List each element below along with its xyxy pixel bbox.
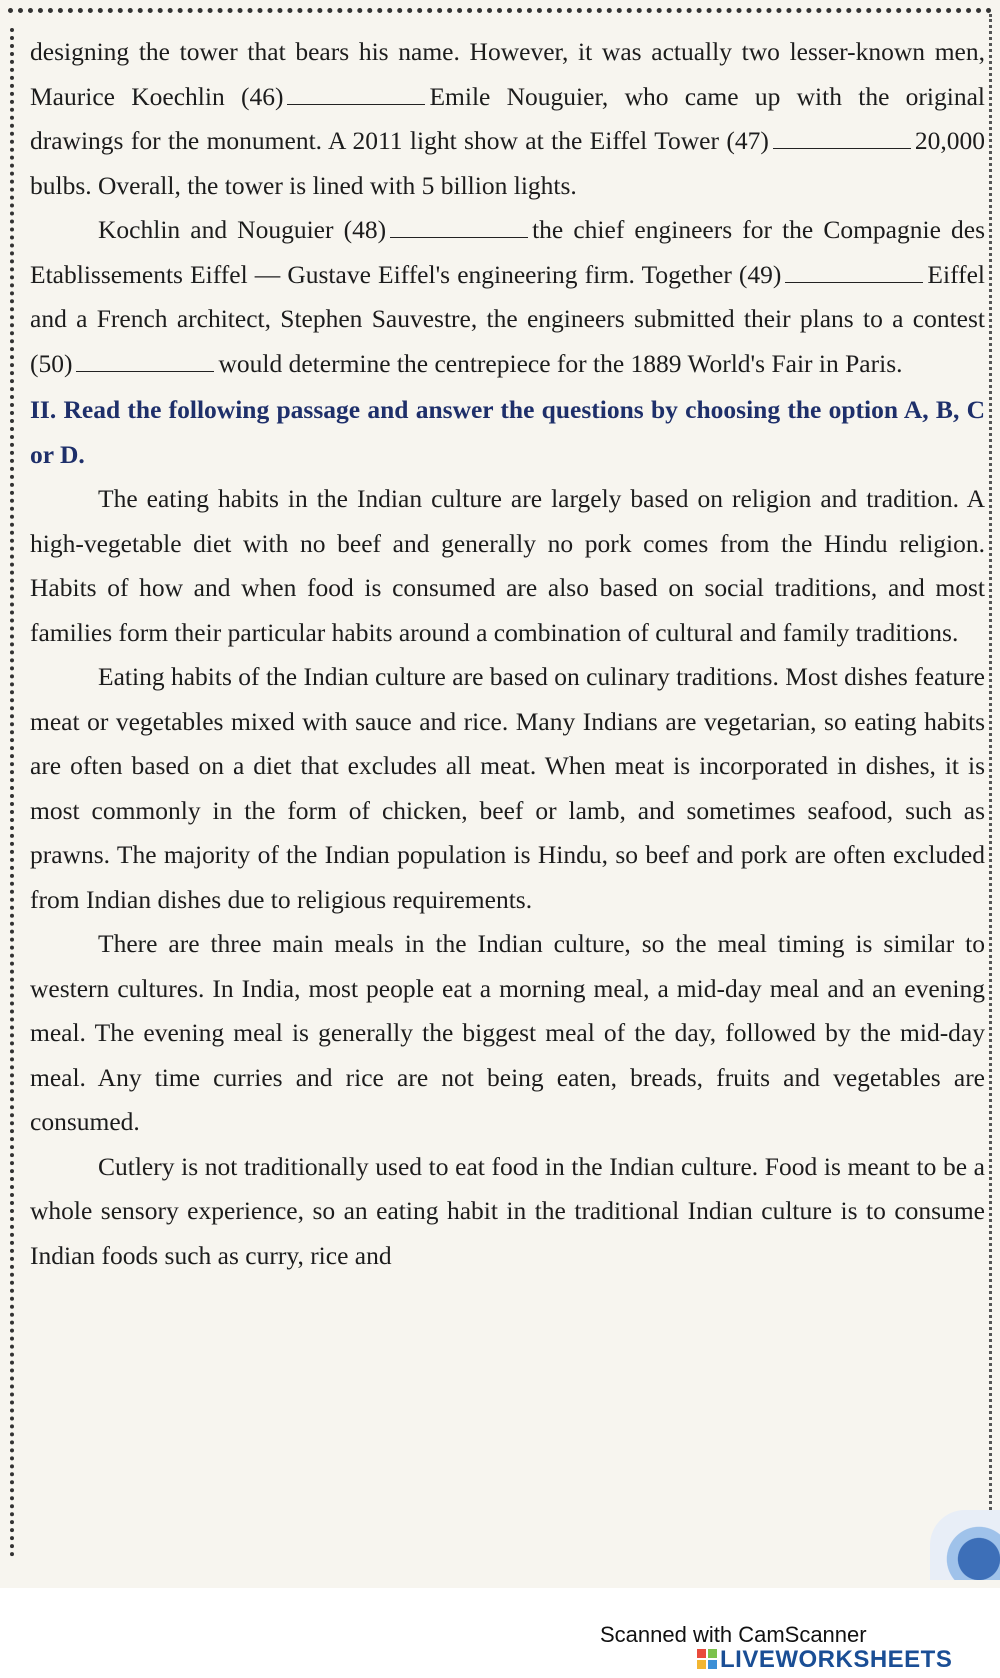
dotted-border-left bbox=[10, 28, 14, 1558]
liveworksheets-icon bbox=[697, 1649, 717, 1669]
dotted-border-top bbox=[8, 8, 992, 13]
text-segment: 20,000 bulbs. Overall, the tower is lined with 5 billion lights. bbox=[30, 126, 985, 200]
text-segment: Eiffel and a French architect, Stephen Sauvestre, the engineers submitted their plans to a contest (50) bbox=[30, 259, 985, 378]
paragraph-indian-3: There are three main meals in the Indian culture, so the meal timing is similar to western cultures. In India, most people eat a morning meal, a mid-day meal and an evening meal. The evening meal is generally the biggest meal of the day, followed by the mid-day meal. Any time curries and rice are not being eaten, breads, fruits and vegetables are consumed. bbox=[30, 929, 985, 1136]
blank-46[interactable] bbox=[287, 82, 425, 105]
page-corner-decoration bbox=[930, 1510, 1000, 1580]
blank-49[interactable] bbox=[785, 260, 923, 283]
camscanner-watermark: Scanned with CamScanner bbox=[600, 1622, 867, 1647]
liveworksheets-logo[interactable] bbox=[697, 1646, 952, 1674]
page-text bbox=[30, 30, 985, 1278]
text-segment: Emile Nouguier, who came up with the original drawings for the monument. A 2011 light show at the Eiffel Tower (47) bbox=[30, 81, 985, 155]
blank-50[interactable] bbox=[76, 349, 214, 372]
text-segment: would determine the centrepiece for the 1889 World's Fair in Paris. bbox=[218, 348, 903, 378]
dotted-border-right bbox=[989, 14, 992, 1528]
blank-47[interactable] bbox=[773, 126, 911, 149]
text-segment: Kochlin and Nouguier (48) bbox=[98, 215, 387, 244]
liveworksheets-label: LIVEWORKSHEETS bbox=[720, 1646, 953, 1673]
section-heading: II. Read the following passage and answer the questions by choosing the option A, B, C or D. bbox=[30, 395, 985, 469]
paragraph-indian-1: The eating habits in the Indian culture are largely based on religion and tradition. A high-vegetable diet with no beef and generally no pork comes from the Hindu religion. Habits of how and when food is consumed are also based on social traditions, and most families form their particular habits around a combination of cultural and family traditions. bbox=[30, 484, 985, 647]
text-segment: the chief engineers for the Compagnie des Etablissements Eiffel — Gustave Eiffel's engineering firm. Together (49) bbox=[30, 215, 986, 289]
paragraph-indian-4: Cutlery is not traditionally used to eat food in the Indian culture. Food is meant to be a whole sensory experience, so an eating habit in the traditional Indian culture is to consume Indian foods such as curry, rice and bbox=[30, 1151, 985, 1270]
text-segment: designing the tower that bears his name. However, it was actually two lesser-known men, Maurice Koechlin (46) bbox=[30, 37, 985, 111]
paragraph-eiffel-2 bbox=[30, 208, 985, 386]
blank-48[interactable] bbox=[390, 215, 528, 238]
paragraph-indian-2: Eating habits of the Indian culture are based on culinary traditions. Most dishes feature meat or vegetables mixed with sauce and rice. Many Indians are vegetarian, so eating habits are often based on a diet that excludes all meat. When meat is incorporated in dishes, it is most commonly in the form of chicken, beef or lamb, and sometimes seafood, such as prawns. The majority of the Indian population is Hindu, so beef and pork are often excluded from Indian dishes due to religious requirements. bbox=[30, 662, 985, 914]
paragraph-eiffel-1 bbox=[30, 30, 985, 208]
